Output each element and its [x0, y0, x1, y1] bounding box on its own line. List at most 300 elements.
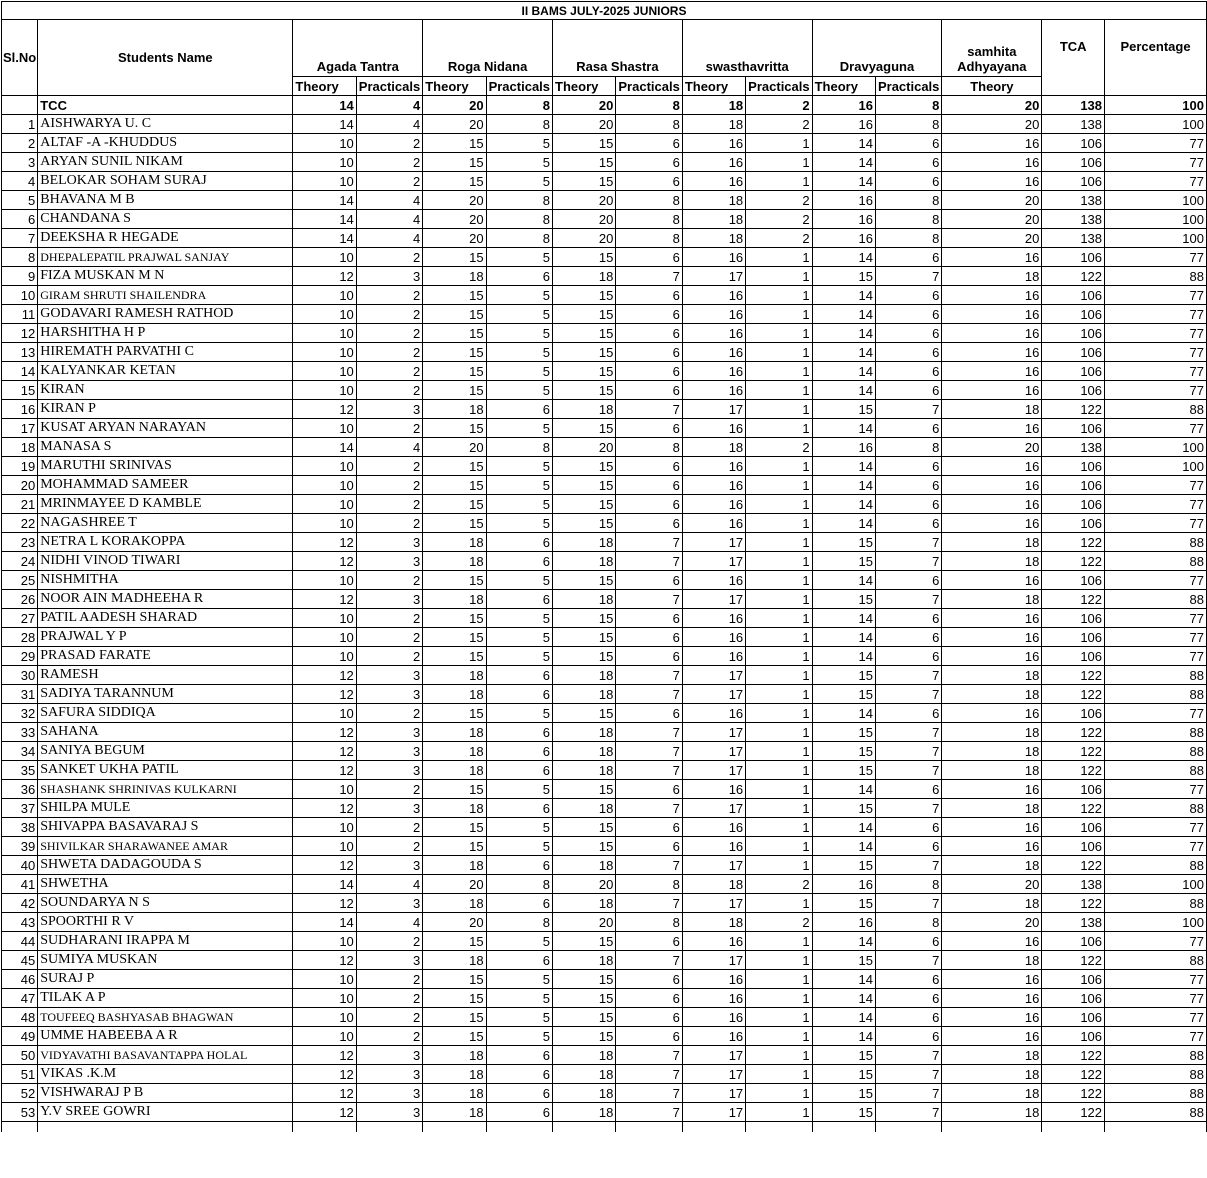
agada-practicals-cell: 3: [356, 951, 422, 970]
bottom-edge-cell: [616, 1122, 682, 1132]
samhita-theory-cell: 18: [942, 685, 1042, 704]
swastha-theory-cell: 16: [682, 343, 745, 362]
roga-theory-cell: 18: [423, 856, 486, 875]
swastha-practicals-cell: 1: [746, 647, 812, 666]
table-row: [2, 837, 1207, 856]
dravya-theory-cell: 14: [812, 1008, 875, 1027]
dravya-practicals-cell: 6: [875, 647, 941, 666]
dravya-theory-cell: 14: [812, 134, 875, 153]
dravya-practicals-cell: 7: [875, 400, 941, 419]
samhita-theory-cell: 18: [942, 590, 1042, 609]
rasa-theory-cell: 18: [553, 894, 616, 913]
roga-practicals-cell: 5: [486, 305, 552, 324]
rasa-practicals-cell: 7: [616, 552, 682, 571]
table-row: [2, 1084, 1207, 1103]
roga-practicals-cell: 5: [486, 457, 552, 476]
roga-theory-cell: 18: [423, 799, 486, 818]
slno-cell: 35: [2, 761, 38, 780]
name-cell: SPOORTHI R V: [38, 913, 293, 932]
swastha-practicals-cell: 1: [746, 1027, 812, 1046]
tca-cell: 106: [1042, 837, 1105, 856]
rasa-practicals-cell: 6: [616, 647, 682, 666]
percentage-cell: 77: [1105, 780, 1207, 799]
table-row: [2, 989, 1207, 1008]
roga-theory-cell: 15: [423, 571, 486, 590]
slno-cell: 33: [2, 723, 38, 742]
rasa-theory-cell: 15: [553, 343, 616, 362]
roga-practicals-cell: 5: [486, 248, 552, 267]
name-cell: TOUFEEQ BASHYASAB BHAGWAN: [38, 1008, 293, 1027]
dravya-practicals-cell: 6: [875, 343, 941, 362]
swastha-theory-cell: 16: [682, 476, 745, 495]
rasa-practicals-cell: 7: [616, 894, 682, 913]
dravya-theory-cell: 14: [812, 1027, 875, 1046]
rasa-theory-cell: 15: [553, 704, 616, 723]
samhita-theory-cell: 16: [942, 286, 1042, 305]
rasa-theory-cell: 15: [553, 932, 616, 951]
percentage-cell: 88: [1105, 1103, 1207, 1122]
table-row: [2, 324, 1207, 343]
agada-theory-cell: 10: [293, 628, 356, 647]
samhita-theory-cell: 16: [942, 837, 1042, 856]
rasa-theory-cell: 15: [553, 837, 616, 856]
table-row: [2, 495, 1207, 514]
agada-practicals-cell: 3: [356, 267, 422, 286]
swastha-practicals-cell: 1: [746, 495, 812, 514]
roga-theory-cell: 15: [423, 381, 486, 400]
bottom-edge-cell: [2, 1122, 38, 1132]
roga-practicals-cell: 8: [486, 229, 552, 248]
percentage-cell: 88: [1105, 666, 1207, 685]
name-cell: NAGASHREE T: [38, 514, 293, 533]
dravya-practicals-cell: 6: [875, 476, 941, 495]
table-row: [2, 666, 1207, 685]
dravya-practicals-cell: 6: [875, 1027, 941, 1046]
agada-practicals-cell: 4: [356, 191, 422, 210]
agada-theory-cell: 10: [293, 172, 356, 191]
name-cell: KALYANKAR KETAN: [38, 362, 293, 381]
percentage-cell: 88: [1105, 894, 1207, 913]
dravya-theory-cell: 14: [812, 514, 875, 533]
tca-cell: 138: [1042, 913, 1105, 932]
dravya-practicals-cell: 8: [875, 875, 941, 894]
swastha-practicals-cell: 1: [746, 248, 812, 267]
rasa-theory-cell: 20: [553, 210, 616, 229]
tca-cell: 106: [1042, 153, 1105, 172]
roga-theory-cell: 20: [423, 875, 486, 894]
subject-header-roga: Roga Nidana: [423, 20, 553, 77]
dravya-practicals-cell: 6: [875, 818, 941, 837]
agada-practicals-cell: 2: [356, 609, 422, 628]
dravya-theory-cell: 14: [812, 343, 875, 362]
slno-cell: 48: [2, 1008, 38, 1027]
agada-theory-cell: 10: [293, 324, 356, 343]
slno-cell: 53: [2, 1103, 38, 1122]
roga-theory-cell: 18: [423, 742, 486, 761]
swastha-theory-cell: 16: [682, 248, 745, 267]
tca-cell: 122: [1042, 742, 1105, 761]
swastha-practicals-cell: 1: [746, 514, 812, 533]
rasa-practicals-cell: 6: [616, 419, 682, 438]
tcc-label: TCC: [38, 96, 293, 115]
samhita-theory-cell: 18: [942, 552, 1042, 571]
table-row: [2, 552, 1207, 571]
table-row: [2, 951, 1207, 970]
name-cell: SHIVAPPA BASAVARAJ S: [38, 818, 293, 837]
dravya-theory-cell: 14: [812, 172, 875, 191]
slno-cell: 34: [2, 742, 38, 761]
samhita-theory-cell: 16: [942, 932, 1042, 951]
tca-cell: 106: [1042, 1008, 1105, 1027]
roga-theory-cell: 15: [423, 172, 486, 191]
name-cell: GIRAM SHRUTI SHAILENDRA: [38, 286, 293, 305]
swastha-theory-cell: 18: [682, 438, 745, 457]
slno-cell: 32: [2, 704, 38, 723]
agada-theory-cell: 12: [293, 799, 356, 818]
table-row: [2, 685, 1207, 704]
slno-cell: 44: [2, 932, 38, 951]
roga-practicals-cell: 8: [486, 438, 552, 457]
agada-practicals-cell: 2: [356, 647, 422, 666]
name-cell: GODAVARI RAMESH RATHOD: [38, 305, 293, 324]
tcc-row: [2, 96, 1207, 115]
table-row: [2, 913, 1207, 932]
swastha-theory-cell: 16: [682, 286, 745, 305]
agada-practicals-cell: 3: [356, 1103, 422, 1122]
rasa-theory-cell: 18: [553, 1046, 616, 1065]
roga-practicals-cell: 6: [486, 1084, 552, 1103]
tca-cell: 106: [1042, 343, 1105, 362]
rasa-theory-cell: 18: [553, 666, 616, 685]
swastha-theory-cell: 16: [682, 134, 745, 153]
swastha-practicals-cell: 1: [746, 704, 812, 723]
slno-cell: 22: [2, 514, 38, 533]
dravya-practicals-cell: 8: [875, 191, 941, 210]
dravya-practicals-cell: 7: [875, 1046, 941, 1065]
roga-practicals-cell: 5: [486, 286, 552, 305]
rasa-theory-cell: 18: [553, 742, 616, 761]
rasa-practicals-cell: 8: [616, 115, 682, 134]
roga-theory-cell: 15: [423, 476, 486, 495]
swastha-practicals-cell: 1: [746, 837, 812, 856]
rasa-practicals-cell: 7: [616, 951, 682, 970]
swastha-practicals-cell: 1: [746, 970, 812, 989]
agada-practicals-cell: 2: [356, 248, 422, 267]
table-row: [2, 286, 1207, 305]
rasa-theory-cell: 15: [553, 514, 616, 533]
swastha-practicals-cell: 1: [746, 457, 812, 476]
slno-cell: 14: [2, 362, 38, 381]
rasa-practicals-cell: 7: [616, 761, 682, 780]
swastha-practicals-cell: 1: [746, 1046, 812, 1065]
rasa-theory-cell: 20: [553, 875, 616, 894]
samhita-theory-header: Theory: [942, 77, 1042, 96]
tcc-cell: 4: [356, 96, 422, 115]
percentage-cell: 88: [1105, 951, 1207, 970]
name-cell: VIDYAVATHI BASAVANTAPPA HOLAL: [38, 1046, 293, 1065]
agada-theory-cell: 10: [293, 248, 356, 267]
roga-theory-cell: 18: [423, 267, 486, 286]
slno-cell: 39: [2, 837, 38, 856]
dravya-practicals-cell: 6: [875, 970, 941, 989]
swastha-practicals-cell: 2: [746, 210, 812, 229]
dravya-practicals-cell: 6: [875, 571, 941, 590]
roga-practicals-cell: 5: [486, 628, 552, 647]
slno-cell: 1: [2, 115, 38, 134]
tca-cell: 122: [1042, 1103, 1105, 1122]
tca-cell: 122: [1042, 552, 1105, 571]
rasa-theory-cell: 18: [553, 1103, 616, 1122]
percentage-cell: 77: [1105, 495, 1207, 514]
agada-practicals-cell: 2: [356, 1008, 422, 1027]
dravya-theory-cell: 14: [812, 248, 875, 267]
swastha-practicals-cell: 1: [746, 305, 812, 324]
roga-theory-cell: 18: [423, 552, 486, 571]
roga-practicals-cell: 5: [486, 970, 552, 989]
name-cell: FIZA MUSKAN M N: [38, 267, 293, 286]
dravya-practicals-cell: 8: [875, 115, 941, 134]
agada-practicals-cell: 3: [356, 533, 422, 552]
samhita-theory-cell: 20: [942, 913, 1042, 932]
agada-theory-cell: 12: [293, 723, 356, 742]
table-row: [2, 799, 1207, 818]
name-cell: SHWETHA: [38, 875, 293, 894]
dravya-practicals-cell: 7: [875, 666, 941, 685]
name-cell: KUSAT ARYAN NARAYAN: [38, 419, 293, 438]
percentage-cell: 77: [1105, 628, 1207, 647]
percentage-cell: 100: [1105, 438, 1207, 457]
agada-practicals-cell: 4: [356, 229, 422, 248]
rasa-practicals-cell: 6: [616, 780, 682, 799]
swastha-practicals-cell: 1: [746, 343, 812, 362]
tca-cell: 122: [1042, 894, 1105, 913]
roga-theory-cell: 18: [423, 1084, 486, 1103]
slno-cell: 29: [2, 647, 38, 666]
percentage-cell: 88: [1105, 400, 1207, 419]
roga-theory-cell: 18: [423, 723, 486, 742]
rasa-practicals-cell: 6: [616, 381, 682, 400]
bottom-edge-cell: [356, 1122, 422, 1132]
agada-practicals-cell: 2: [356, 837, 422, 856]
percentage-cell: 100: [1105, 913, 1207, 932]
swastha-theory-cell: 17: [682, 1065, 745, 1084]
swastha-practicals-header: Practicals: [746, 77, 812, 96]
rasa-theory-cell: 15: [553, 495, 616, 514]
percentage-cell: 88: [1105, 1046, 1207, 1065]
samhita-theory-cell: 18: [942, 1084, 1042, 1103]
tca-cell: 106: [1042, 647, 1105, 666]
dravya-theory-cell: 16: [812, 191, 875, 210]
subject-header-swastha: swasthavritta: [682, 20, 812, 77]
swastha-practicals-cell: 1: [746, 932, 812, 951]
roga-practicals-cell: 8: [486, 913, 552, 932]
roga-practicals-cell: 5: [486, 134, 552, 153]
slno-cell: 15: [2, 381, 38, 400]
samhita-theory-cell: 16: [942, 818, 1042, 837]
agada-theory-cell: 12: [293, 552, 356, 571]
rasa-theory-cell: 15: [553, 989, 616, 1008]
percentage-cell: 77: [1105, 362, 1207, 381]
dravya-theory-cell: 15: [812, 1065, 875, 1084]
agada-practicals-cell: 2: [356, 970, 422, 989]
roga-practicals-cell: 5: [486, 476, 552, 495]
swastha-practicals-cell: 1: [746, 685, 812, 704]
slno-cell: 21: [2, 495, 38, 514]
swastha-theory-cell: 16: [682, 780, 745, 799]
name-cell: TILAK A P: [38, 989, 293, 1008]
dravya-theory-cell: 14: [812, 647, 875, 666]
percentage-cell: 77: [1105, 1008, 1207, 1027]
rasa-practicals-cell: 8: [616, 913, 682, 932]
swastha-practicals-cell: 1: [746, 1084, 812, 1103]
rasa-practicals-cell: 7: [616, 723, 682, 742]
rasa-practicals-cell: 6: [616, 476, 682, 495]
table-row: [2, 932, 1207, 951]
rasa-practicals-cell: 6: [616, 837, 682, 856]
name-cell: DHEPALEPATIL PRAJWAL SANJAY: [38, 248, 293, 267]
swastha-theory-cell: 17: [682, 590, 745, 609]
agada-practicals-cell: 2: [356, 172, 422, 191]
slno-cell: 36: [2, 780, 38, 799]
rasa-theory-cell: 15: [553, 305, 616, 324]
agada-theory-cell: 10: [293, 647, 356, 666]
rasa-theory-cell: 20: [553, 438, 616, 457]
header-row: [2, 20, 1207, 77]
agada-theory-cell: 10: [293, 1027, 356, 1046]
rasa-practicals-cell: 6: [616, 628, 682, 647]
name-cell: SHWETA DADAGOUDA S: [38, 856, 293, 875]
roga-theory-cell: 15: [423, 134, 486, 153]
samhita-theory-cell: 16: [942, 989, 1042, 1008]
agada-theory-cell: 12: [293, 1103, 356, 1122]
table-row: [2, 571, 1207, 590]
rasa-practicals-cell: 7: [616, 1084, 682, 1103]
samhita-theory-cell: 18: [942, 894, 1042, 913]
dravya-theory-cell: 14: [812, 609, 875, 628]
agada-practicals-cell: 2: [356, 457, 422, 476]
swastha-practicals-cell: 1: [746, 476, 812, 495]
roga-practicals-cell: 5: [486, 837, 552, 856]
subject-header-samhita: [942, 20, 1042, 77]
rasa-practicals-cell: 7: [616, 685, 682, 704]
table-row: [2, 400, 1207, 419]
tca-cell: 138: [1042, 438, 1105, 457]
table-row: [2, 780, 1207, 799]
swastha-practicals-cell: 1: [746, 818, 812, 837]
tca-cell: 106: [1042, 419, 1105, 438]
table-row: [2, 609, 1207, 628]
bottom-edge-cell: [942, 1122, 1042, 1132]
rasa-practicals-cell: 7: [616, 856, 682, 875]
dravya-theory-cell: 14: [812, 419, 875, 438]
roga-practicals-cell: 6: [486, 723, 552, 742]
agada-practicals-cell: 2: [356, 495, 422, 514]
agada-practicals-cell: 2: [356, 153, 422, 172]
rasa-theory-cell: 15: [553, 571, 616, 590]
roga-theory-cell: 15: [423, 932, 486, 951]
name-cell: SAFURA SIDDIQA: [38, 704, 293, 723]
agada-theory-cell: 10: [293, 362, 356, 381]
name-cell: SOUNDARYA N S: [38, 894, 293, 913]
tcc-slno: [2, 96, 38, 115]
swastha-practicals-cell: 1: [746, 267, 812, 286]
dravya-theory-cell: 14: [812, 286, 875, 305]
samhita-theory-cell: 18: [942, 799, 1042, 818]
percentage-cell: 88: [1105, 742, 1207, 761]
tca-cell: 106: [1042, 571, 1105, 590]
name-cell: SANKET UKHA PATIL: [38, 761, 293, 780]
rasa-theory-cell: 20: [553, 115, 616, 134]
swastha-theory-cell: 16: [682, 970, 745, 989]
agada-theory-cell: 10: [293, 381, 356, 400]
samhita-theory-cell: 16: [942, 780, 1042, 799]
roga-theory-cell: 15: [423, 153, 486, 172]
rasa-practicals-cell: 7: [616, 799, 682, 818]
roga-theory-cell: 15: [423, 457, 486, 476]
rasa-theory-cell: 20: [553, 913, 616, 932]
slno-cell: 2: [2, 134, 38, 153]
rasa-practicals-cell: 6: [616, 1008, 682, 1027]
dravya-theory-cell: 15: [812, 1084, 875, 1103]
tca-cell: 106: [1042, 989, 1105, 1008]
percentage-cell: 77: [1105, 324, 1207, 343]
tca-cell: 106: [1042, 609, 1105, 628]
table-row: [2, 305, 1207, 324]
percentage-cell: 88: [1105, 1065, 1207, 1084]
subject-header-agada: Agada Tantra: [293, 20, 423, 77]
roga-practicals-cell: 5: [486, 704, 552, 723]
dravya-practicals-cell: 6: [875, 134, 941, 153]
swastha-practicals-cell: 1: [746, 742, 812, 761]
agada-practicals-cell: 3: [356, 761, 422, 780]
rasa-practicals-cell: 7: [616, 1103, 682, 1122]
tcc-cell: 14: [293, 96, 356, 115]
agada-practicals-cell: 2: [356, 989, 422, 1008]
roga-practicals-cell: 5: [486, 609, 552, 628]
roga-theory-cell: 15: [423, 837, 486, 856]
name-cell: SURAJ P: [38, 970, 293, 989]
slno-cell: 6: [2, 210, 38, 229]
agada-practicals-cell: 2: [356, 704, 422, 723]
slno-cell: 7: [2, 229, 38, 248]
agada-theory-cell: 12: [293, 951, 356, 970]
roga-practicals-cell: 5: [486, 1027, 552, 1046]
swastha-theory-cell: 16: [682, 932, 745, 951]
rasa-theory-cell: 18: [553, 1065, 616, 1084]
agada-theory-cell: 12: [293, 1065, 356, 1084]
samhita-theory-cell: 16: [942, 1027, 1042, 1046]
dravya-practicals-cell: 6: [875, 1008, 941, 1027]
dravya-practicals-cell: 6: [875, 457, 941, 476]
table-row: [2, 476, 1207, 495]
roga-practicals-cell: 8: [486, 210, 552, 229]
rasa-theory-cell: 15: [553, 172, 616, 191]
name-cell: MOHAMMAD SAMEER: [38, 476, 293, 495]
samhita-theory-cell: 16: [942, 381, 1042, 400]
agada-theory-header: Theory: [293, 77, 356, 96]
samhita-theory-cell: 16: [942, 324, 1042, 343]
dravya-theory-cell: 14: [812, 305, 875, 324]
swastha-theory-cell: 17: [682, 951, 745, 970]
agada-practicals-header: Practicals: [356, 77, 422, 96]
rasa-practicals-cell: 8: [616, 875, 682, 894]
rasa-practicals-cell: 6: [616, 495, 682, 514]
dravya-theory-cell: 16: [812, 913, 875, 932]
roga-theory-cell: 20: [423, 210, 486, 229]
roga-practicals-header: Practicals: [486, 77, 552, 96]
percentage-cell: 77: [1105, 932, 1207, 951]
rasa-practicals-cell: 7: [616, 666, 682, 685]
